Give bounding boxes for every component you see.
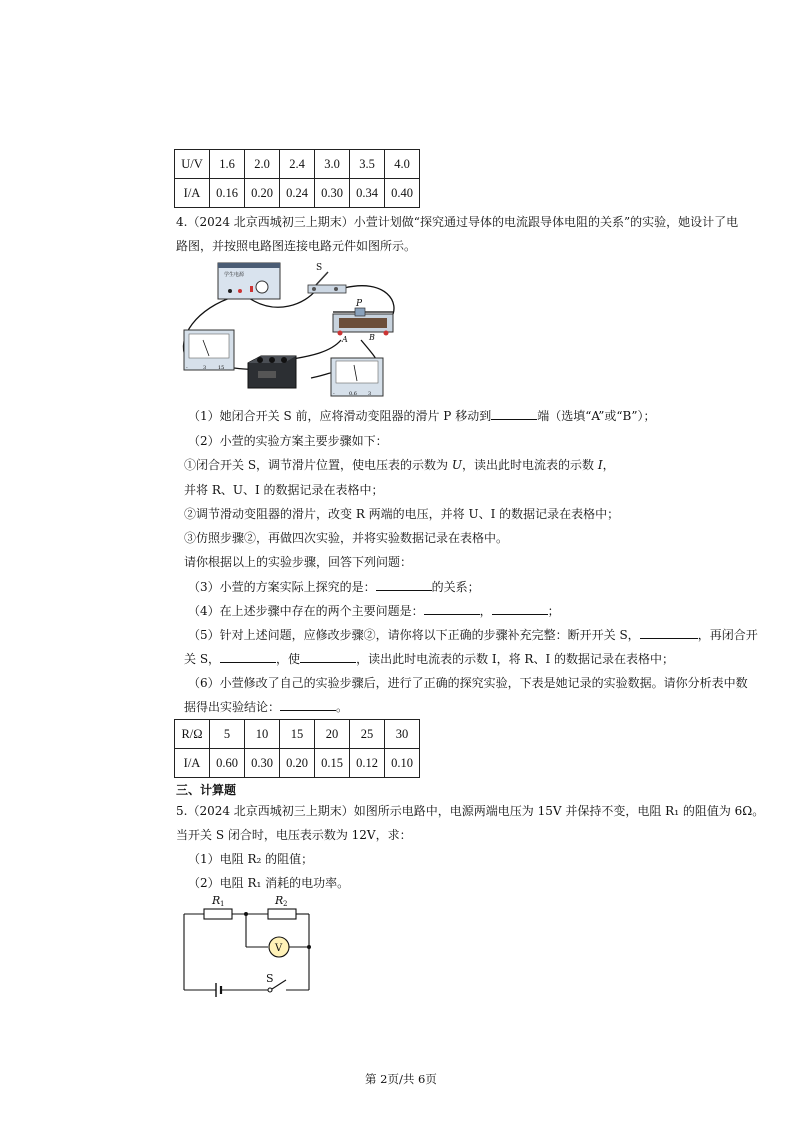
answer-blank xyxy=(300,651,356,663)
table-cell: I/A xyxy=(175,749,210,778)
answer-blank xyxy=(640,627,698,639)
table-cell: U/V xyxy=(175,150,210,179)
table-cell: 25 xyxy=(350,720,385,749)
table-cell: 0.60 xyxy=(210,749,245,778)
table-cell: 2.0 xyxy=(245,150,280,179)
variable: U xyxy=(451,458,462,472)
step-1-line2: 并将 R、U、I 的数据记录在表格中； xyxy=(184,483,384,497)
table-cell: 15 xyxy=(280,720,315,749)
table-cell: 2.4 xyxy=(280,150,315,179)
switch-label: S xyxy=(316,263,323,273)
page-footer: 第 2页/共 6页 xyxy=(365,1072,437,1086)
question-4-2: （2）小萱的实验方案主要步骤如下： xyxy=(188,434,388,448)
power-supply-label: 学生电源 xyxy=(224,272,245,278)
section-heading: 三、计算题 xyxy=(176,783,237,797)
text: 关 S， xyxy=(184,652,221,666)
text: 的关系； xyxy=(431,580,480,594)
question-4-6-line1: （6）小萱修改了自己的实验步骤后，进行了正确的探究实验，下表是她记录的实验数据。请你分析表中数 xyxy=(188,676,748,690)
voltmeter-icon xyxy=(184,330,234,371)
voltmeter-tick: 3 xyxy=(203,365,207,371)
question-4-5-line2 xyxy=(184,650,674,667)
r2-subscript: 2 xyxy=(283,900,288,908)
switch-icon xyxy=(308,263,346,293)
text: ①闭合开关 S，调节滑片位置，使电压表的示数为 xyxy=(184,458,452,472)
data-table-uv-ia xyxy=(174,149,420,208)
question-5-line1: 5.（2024 北京西城初三上期末）如图所示电路中，电源两端电压为 15V 并保持不变，电阻 R₁ 的阻值为 6Ω。 xyxy=(176,804,765,818)
question-4-3 xyxy=(188,578,480,595)
table-cell: 0.20 xyxy=(245,179,280,208)
rheostat-icon xyxy=(333,299,393,344)
text: ，读出此时电流表的示数 I，将 R、I 的数据记录在表格中； xyxy=(356,652,675,666)
table-cell: 0.16 xyxy=(210,179,245,208)
terminal-b-label: B xyxy=(369,333,375,342)
question-5-line2: 当开关 S 闭合时，电压表示数为 12V，求： xyxy=(176,828,412,842)
r1-subscript: 1 xyxy=(220,900,225,908)
r2-label: R xyxy=(275,894,284,907)
table-cell: 0.34 xyxy=(350,179,385,208)
question-4-5-line1 xyxy=(188,626,758,643)
circuit-diagram xyxy=(176,892,326,1000)
switch-label: S xyxy=(266,972,274,985)
table-cell: 30 xyxy=(385,720,420,749)
table-cell: 1.6 xyxy=(210,150,245,179)
table-cell: 0.30 xyxy=(245,749,280,778)
text: ，再闭合开 xyxy=(697,628,758,642)
ammeter-tick: - xyxy=(333,391,335,397)
text: ，读出此时电流表的示数 xyxy=(461,458,598,472)
table-cell: R/Ω xyxy=(175,720,210,749)
answer-blank xyxy=(280,699,336,711)
ammeter-tick: 3 xyxy=(368,391,372,397)
text: （3）小萱的方案实际上探究的是： xyxy=(188,580,376,594)
ammeter-icon xyxy=(331,358,383,397)
question-4-intro-line2: 路图，并按照电路图连接电路元件如图所示。 xyxy=(176,239,417,253)
power-supply-icon xyxy=(218,263,280,299)
table-cell: 20 xyxy=(315,720,350,749)
data-table-r-ia xyxy=(174,719,420,778)
text: （1）她闭合开关 S 前，应将滑动变阻器的滑片 P 移动到 xyxy=(188,409,492,423)
step-2: ②调节滑动变阻器的滑片，改变 R 两端的电压，并将 U、I 的数据记录在表格中； xyxy=(184,507,620,521)
table-row xyxy=(175,150,420,179)
question-5-sub1: （1）电阻 R₂ 的阻值； xyxy=(188,852,314,866)
table-cell: 10 xyxy=(245,720,280,749)
table-cell: 0.15 xyxy=(315,749,350,778)
terminal-a-label: A xyxy=(342,335,348,344)
table-cell: 0.12 xyxy=(350,749,385,778)
text: ，使 xyxy=(276,652,301,666)
switch-symbol xyxy=(268,988,272,992)
question-4-1 xyxy=(188,407,655,424)
answer-blank xyxy=(424,603,480,615)
voltmeter-tick: - xyxy=(186,365,188,371)
answer-blank xyxy=(376,579,432,591)
text: （4）在上述步骤中存在的两个主要问题是： xyxy=(188,604,424,618)
step-3: ③仿照步骤②，再做四次实验，并将实验数据记录在表格中。 xyxy=(184,531,509,545)
table-row xyxy=(175,179,420,208)
text: 。 xyxy=(336,700,349,714)
text: 据得出实验结论： xyxy=(184,700,281,714)
question-4-intro-line1: 4.（2024 北京西城初三上期末）小萱计划做“探究通过导体的电流跟导体电阻的关系”的实验，她设计了电 xyxy=(176,215,739,229)
table-cell: 0.20 xyxy=(280,749,315,778)
answer-blank xyxy=(492,603,548,615)
question-4-6-line2 xyxy=(184,698,348,715)
table-cell: I/A xyxy=(175,179,210,208)
answer-blank xyxy=(220,651,276,663)
circuit-apparatus-figure xyxy=(176,258,408,398)
table-cell: 0.10 xyxy=(385,749,420,778)
text: ， xyxy=(479,604,492,618)
resistor-r2 xyxy=(268,909,296,919)
question-4-4 xyxy=(188,602,560,619)
table-cell: 0.24 xyxy=(280,179,315,208)
table-cell: 0.40 xyxy=(385,179,420,208)
table-cell: 3.5 xyxy=(350,150,385,179)
text: ， xyxy=(602,458,615,472)
ammeter-tick: 0.6 xyxy=(349,391,357,397)
voltmeter-label: V xyxy=(275,943,283,954)
voltmeter-tick: 15 xyxy=(218,365,225,371)
table-cell: 4.0 xyxy=(385,150,420,179)
text: （5）针对上述问题，应修改步骤②，请你将以下正确的步骤补充完整：断开开关 S， xyxy=(188,628,640,642)
table-cell: 0.30 xyxy=(315,179,350,208)
text: 端（选填“A”或“B”）； xyxy=(537,409,656,423)
question-5-sub2: （2）电阻 R₁ 消耗的电功率。 xyxy=(188,876,350,890)
variable: I xyxy=(597,458,603,472)
r1-label: R xyxy=(212,894,221,907)
resistor-box-icon xyxy=(248,356,296,388)
answer-blank xyxy=(491,408,537,420)
table-row xyxy=(175,720,420,749)
step-1-line1 xyxy=(184,456,615,473)
table-row xyxy=(175,749,420,778)
prompt: 请你根据以上的实验步骤，回答下列问题： xyxy=(184,555,413,569)
table-cell: 5 xyxy=(210,720,245,749)
table-cell: 3.0 xyxy=(315,150,350,179)
slider-label: P xyxy=(356,299,363,309)
text: ； xyxy=(547,604,560,618)
resistor-r1 xyxy=(204,909,232,919)
